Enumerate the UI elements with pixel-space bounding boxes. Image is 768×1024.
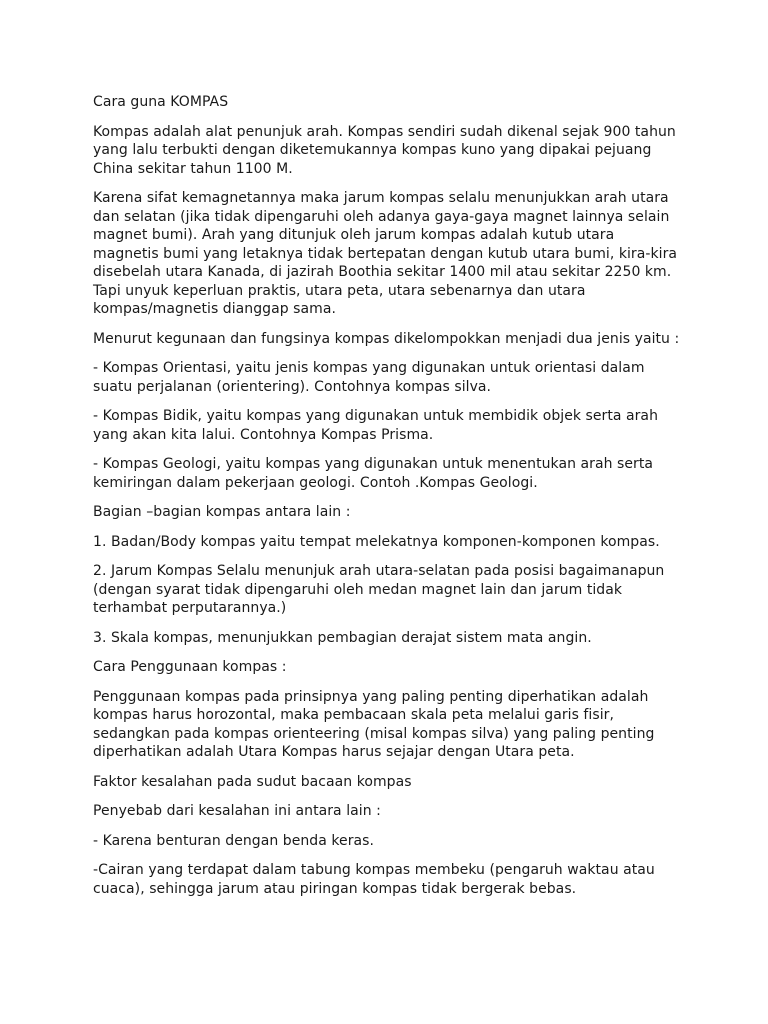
paragraph-intro: Kompas adalah alat penunjuk arah. Kompas sendiri sudah dikenal sejak 900 tahun yang lalu terbukti dengan diketemukannya kompas kuno yang dipakai pejuang China sekitar tahun 1100 M.	[93, 123, 676, 177]
document-title: Cara guna KOMPAS	[93, 94, 229, 110]
paragraph-usage: Penggunaan kompas pada prinsipnya yang paling penting diperhatikan adalah kompas harus horozontal, maka pembacaan skala peta melalui garis fisir, sedangkan pada kompas orienteering (misal kompas silva) yang paling penting diperhatikan adalah Utara Kompas harus sejajar dengan Utara peta.	[93, 688, 655, 760]
paragraph-error-impact: - Karena benturan dengan benda keras.	[93, 832, 374, 849]
paragraph-type-orientation: - Kompas Orientasi, yaitu jenis kompas yang digunakan untuk orientasi dalam suatu perjalanan (orientering). Contohnya kompas silva.	[93, 360, 645, 395]
paragraph-part-scale: 3. Skala kompas, menunjukkan pembagian derajat sistem mata angin.	[93, 629, 592, 646]
paragraph-type-bidik: - Kompas Bidik, yaitu kompas yang digunakan untuk membidik objek serta arah yang akan kita lalui. Contohnya Kompas Prisma.	[93, 408, 658, 443]
paragraph-usage-heading: Cara Penggunaan kompas :	[93, 659, 287, 675]
paragraph-parts-heading: Bagian –bagian kompas antara lain :	[93, 504, 351, 520]
paragraph-error-causes: Penyebab dari kesalahan ini antara lain :	[93, 803, 381, 819]
paragraph-part-body: 1. Badan/Body kompas yaitu tempat melekatnya komponen-komponen kompas.	[93, 533, 660, 550]
paragraph-part-needle: 2. Jarum Kompas Selalu menunjuk arah utara-selatan pada posisi bagaimanapun (dengan syarat tidak dipengaruhi oleh medan magnet lain dan jarum tidak terhambat perputarannya.)	[93, 563, 665, 616]
paragraph-types-intro: Menurut kegunaan dan fungsinya kompas dikelompokkan menjadi dua jenis yaitu :	[93, 330, 680, 347]
paragraph-magnetism: Karena sifat kemagnetannya maka jarum kompas selalu menunjukkan arah utara dan selatan (jika tidak dipengaruhi oleh adanya gaya-gaya magnet lainnya selain magnet bumi). Arah yang ditunjuk oleh jarum kompas adalah kutub utara magnetis bumi yang letaknya tidak bertepatan dengan kutub utara bumi, kira-kira disebelah utara Kanada, di jazirah Boothia sekitar 1400 mil atau sekitar 2250 km. Tapi unyuk keperluan praktis, utara peta, utara sebenarnya dan utara kompas/magnetis dianggap sama.	[93, 190, 677, 317]
paragraph-error-liquid: -Cairan yang terdapat dalam tabung kompas membeku (pengaruh waktau atau cuaca), sehingga jarum atau piringan kompas tidak bergerak bebas.	[93, 862, 655, 897]
paragraph-error-heading: Faktor kesalahan pada sudut bacaan kompas	[93, 773, 412, 790]
paragraph-type-geology: - Kompas Geologi, yaitu kompas yang digunakan untuk menentukan arah serta kemiringan dalam pekerjaan geologi. Contoh .Kompas Geologi.	[93, 456, 653, 491]
